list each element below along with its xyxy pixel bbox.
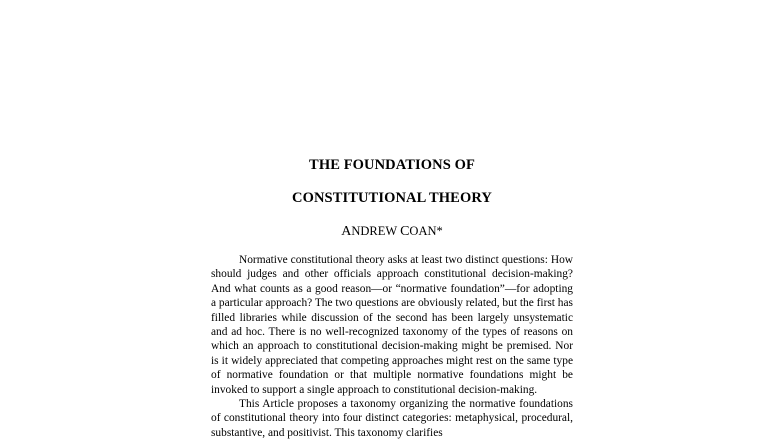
author-initial-last: C xyxy=(400,224,410,239)
author-last-name-rest: OAN* xyxy=(409,224,443,238)
abstract-paragraph-1: Normative constitutional theory asks at least two distinct questions: How should judges and other officials approach constitutional decision-making? And what counts as a good reason—or “normative foundation”—for adopting a particular approach? The two questions are obviously related, but the first has filled libraries while discussion of the second has been largely unsystematic and ad hoc. There is no well-recognized taxonomy of the types of reasons on which an approach to constitutional decision-making might be premised. Nor is it widely appreciated that competing approaches might rest on the same type of normative foundation or that multiple normative foundations might be invoked to support a single approach to constitutional decision-making. xyxy=(211,254,573,396)
abstract-paragraph-2: This Article proposes a taxonomy organizing the normative foundations of constitutional theory into four distinct categories: metaphysical, procedural, substantive, and positivist. This taxonomy clarifies xyxy=(211,398,573,439)
author-name xyxy=(0,223,784,240)
paper-title-line-1: THE FOUNDATIONS OF xyxy=(309,157,475,173)
author-initial-first: A xyxy=(341,224,352,239)
abstract xyxy=(211,253,573,440)
paper-title-line-2: CONSTITUTIONAL THEORY xyxy=(292,190,492,206)
author-first-name-rest: NDREW xyxy=(351,224,397,238)
